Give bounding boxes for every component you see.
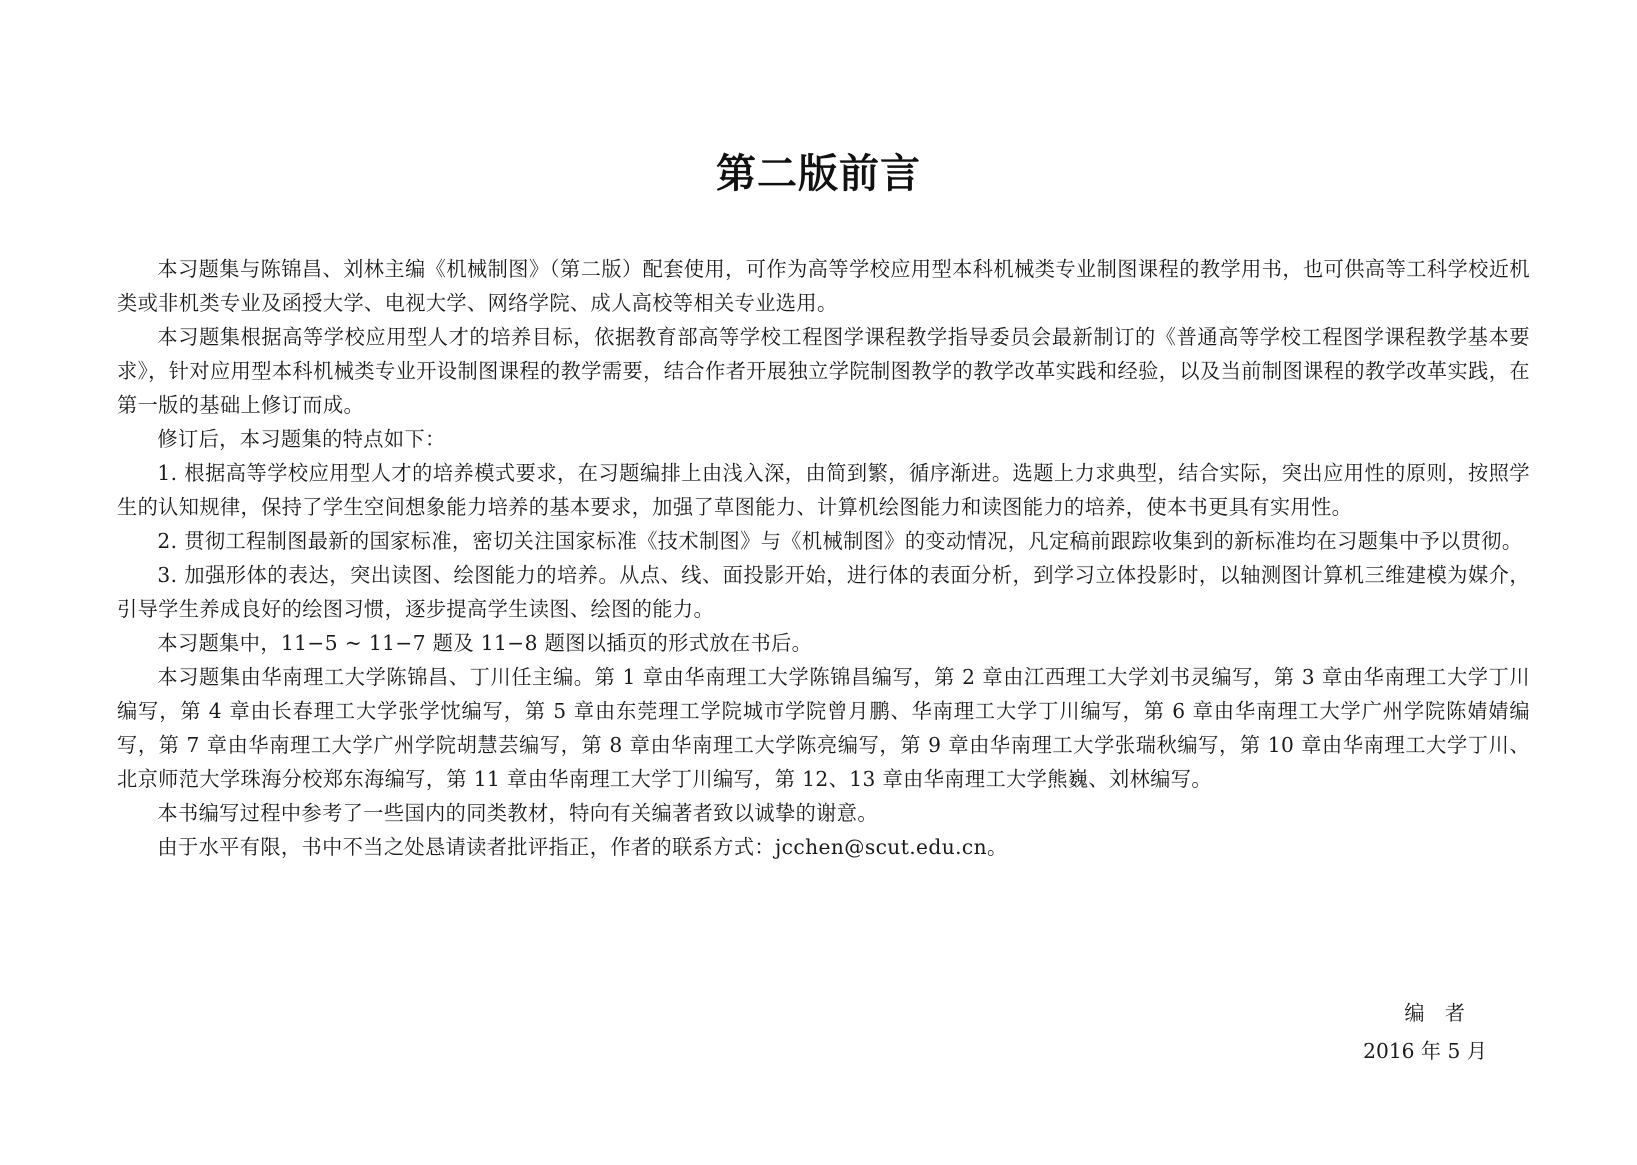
paragraph-inserts: 本习题集中，11−5 ~ 11−7 题及 11−8 题图以插页的形式放在书后。 [157, 631, 813, 655]
preface-body [117, 252, 1530, 864]
paragraph-feature-2: 2. 贯彻工程制图最新的国家标准，密切关注国家标准《技术制图》与《机械制图》的变动情况，凡定稿前跟踪收集到的新标准均在习题集中予以贯彻。 [157, 529, 1523, 553]
paragraph-intro: 本习题集与陈锦昌、刘林主编《机械制图》（第二版）配套使用，可作为高等学校应用型本科机械类专业制图课程的教学用书，也可供高等工科学校近机类或非机类专业及函授大学、电视大学、网络学院、成人高校等相关专业选用。 [117, 257, 1530, 315]
paragraph-thanks: 本书编写过程中参考了一些国内的同类教材，特向有关编著者致以诚挚的谢意。 [157, 801, 878, 825]
paragraph-contact: 由于水平有限，书中不当之处恳请读者批评指正，作者的联系方式：jcchen@scut.edu.cn。 [157, 835, 1008, 859]
paragraph-features-heading: 修订后，本习题集的特点如下： [157, 427, 446, 451]
paragraph-basis: 本习题集根据高等学校应用型人才的培养目标，依据教育部高等学校工程图学课程教学指导委员会最新制订的《普通高等学校工程图学课程教学基本要求》，针对应用型本科机械类专业开设制图课程的教学需要，结合作者开展独立学院制图教学的教学改革实践和经验，以及当前制图课程的教学改革实践，在第一版的基础上修订而成。 [117, 325, 1530, 417]
paragraph-feature-1: 1. 根据高等学校应用型人才的培养模式要求，在习题编排上由浅入深，由简到繁，循序渐进。选题上力求典型，结合实际，突出应用性的原则，按照学生的认知规律，保持了学生空间想象能力培养的基本要求，加强了草图能力、计算机绘图能力和读图能力的培养，使本书更具有实用性。 [117, 461, 1530, 519]
signature-date: 2016 年 5 月 [1363, 1039, 1487, 1063]
page-title: 第二版前言 [716, 151, 921, 197]
signature-author: 编 者 [1404, 1001, 1465, 1025]
paragraph-authors: 本习题集由华南理工大学陈锦昌、丁川任主编。第 1 章由华南理工大学陈锦昌编写，第 2 章由江西理工大学刘书灵编写，第 3 章由华南理工大学丁川编写，第 4 章由长春理工大学张学忱编写，第 5 章由东莞理工学院城市学院曾月鹏、华南理工大学丁川编写，第 6 章由华南理工大学广州学院陈婧婧编写，第 7 章由华南理工大学广州学院胡慧芸编写，第 8 章由华南理工大学陈亮编写，第 9 章由华南理工大学张瑞秋编写，第 10 章由华南理工大学丁川、北京师范大学珠海分校郑东海编写，第 11 章由华南理工大学丁川编写，第 12、13 章由华南理工大学熊巍、刘林编写。 [117, 665, 1530, 791]
paragraph-feature-3: 3. 加强形体的表达，突出读图、绘图能力的培养。从点、线、面投影开始，进行体的表面分析，到学习立体投影时，以轴测图计算机三维建模为媒介，引导学生养成良好的绘图习惯，逐步提高学生读图、绘图的能力。 [117, 563, 1530, 621]
signature-block [1363, 994, 1487, 1070]
